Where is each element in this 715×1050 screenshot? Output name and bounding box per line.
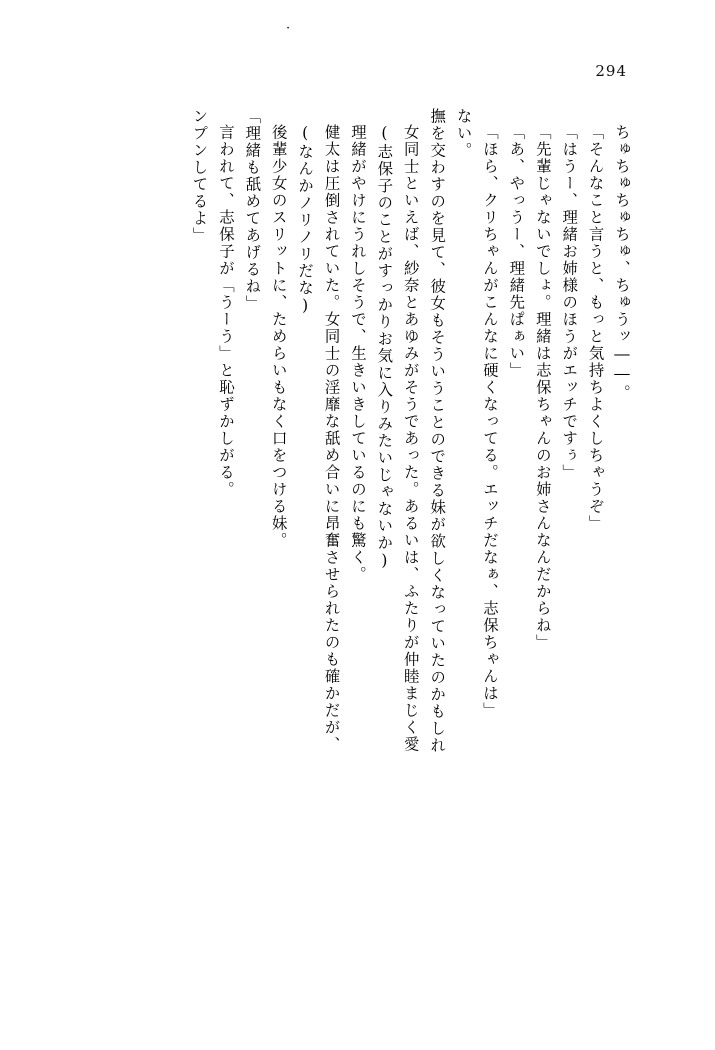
text-column: 撫を交わすのを見て、彼女もそういうことのできる妹が欲しくなっていたのかもしれ — [428, 108, 447, 754]
text-column: 「理緒も舐めてあげるね」 — [243, 108, 262, 312]
text-column: 理緒がやけにうれしそうで、生きいきしているのにも驚く。 — [348, 124, 367, 583]
text-column: 「そんなこと言うと、もっと気持ちよくしちゃうぞ」 — [586, 124, 605, 532]
text-column: 女同士といえば、紗奈とあゆみがそうであった。あるいは、ふたりが仲睦まじく愛 — [401, 124, 420, 753]
text-column: (志保子のことがすっかりお気に入りみたいじゃないか) — [375, 124, 394, 572]
text-column: 言われて、志保子が「うーう」と恥ずかしがる。 — [216, 124, 235, 498]
text-column: 健太は圧倒されていた。女同士の淫靡な舐め合いに昂奮させられたのも確かだが、 — [322, 124, 341, 753]
vertical-text-block — [180, 108, 629, 948]
page-number: 294 — [595, 62, 627, 80]
text-column: ちゅちゅちゅちゅ、ちゅうッ――。 — [613, 124, 631, 402]
text-column: 「はうー、理緒お姉様のほうがエッチですぅ」 — [560, 124, 579, 481]
text-column: 「ほら、クリちゃんがこんなに硬くなってる。エッチだなぁ、志保ちゃんは」 — [480, 124, 499, 719]
text-column: 「先輩じゃないでしょ。理緒は志保ちゃんのお姉さんなんだからね」 — [533, 124, 552, 651]
text-column: ンプンしてるよ」 — [190, 108, 209, 244]
text-column: 「あ、やっうー、理緒先ぱぁい」 — [507, 124, 526, 379]
text-column: 後輩少女のスリットに、ためらいもなく口をつける妹。 — [269, 124, 288, 549]
text-column: (なんかノリノリだな) — [296, 124, 315, 317]
text-column: ない。 — [454, 108, 473, 159]
top-dot-mark: · — [286, 21, 291, 36]
